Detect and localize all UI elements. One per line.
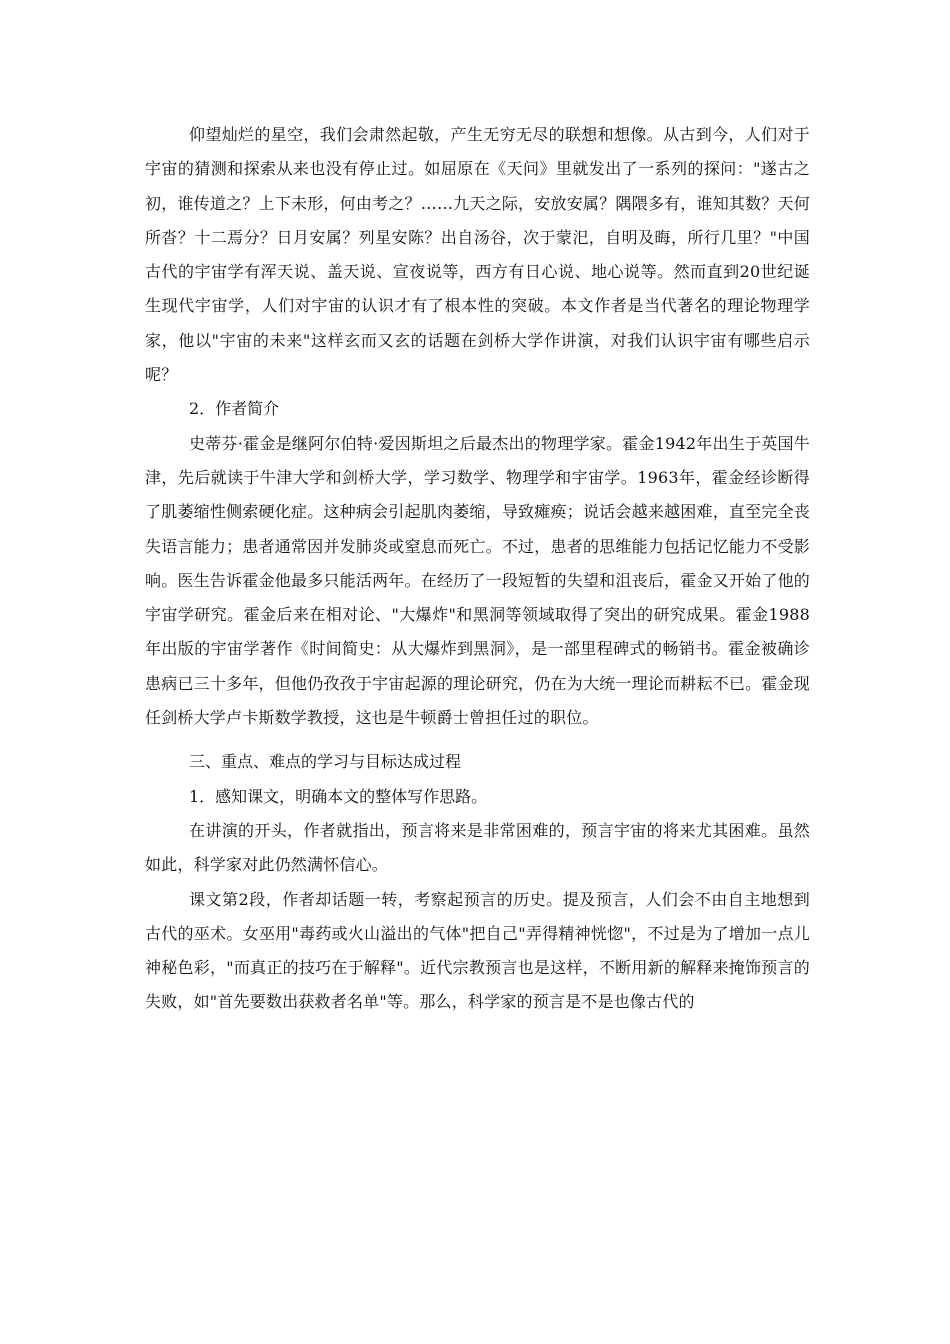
document-page [145, 118, 810, 1020]
sub-heading: 1．感知课文，明确本文的整体写作思路。 [189, 786, 488, 806]
section-heading: 三、重点、难点的学习与目标达成过程 [189, 752, 462, 772]
author-paragraph: 史蒂芬·霍金是继阿尔伯特·爱因斯坦之后最杰出的物理学家。霍金1942年出生于英国牛津，先后就读于牛津大学和剑桥大学，学习数学、物理学和宇宙学。1963年，霍金经诊断得了肌萎缩性侧索硬化症。这种病会引起肌肉萎缩，导致瘫痪；说话会越来越困难，直至完全丧失语言能力；患者通常因并发肺炎或窒息而死亡。不过，患者的思维能力包括记忆能力不受影响。医生告诉霍金他最多只能活两年。在经历了一段短暂的失望和沮丧后，霍金又开始了他的宇宙学研究。霍金后来在相对论、"大爆炸"和黑洞等领域取得了突出的研究成果。霍金1988年出版的宇宙学著作《时间简史：从大爆炸到黑洞》，是一部里程碑式的畅销书。霍金被确诊患病已三十多年，但他仍孜孜于宇宙起源的理论研究，仍在为大统一理论而耕耘不已。霍金现任剑桥大学卢卡斯数学教授，这也是牛顿爵士曾担任过的职位。 [145, 433, 810, 728]
history-paragraph: 课文第2段，作者却话题一转，考察起预言的历史。提及预言，人们会不由自主地想到古代的巫术。女巫用"毒药或火山溢出的气体"把自己"弄得精神恍惚"，不过是为了增加一点儿神秘色彩，"而真正的技巧在于解释"。近代宗教预言也是这样，不断用新的解释来掩饰预言的失败，如"首先要数出获救者名单"等。那么，科学家的预言是不是也像古代的 [145, 889, 810, 1012]
intro-paragraph: 仰望灿烂的星空，我们会肃然起敬，产生无穷无尽的联想和想像。从古到今，人们对于宇宙的猜测和探索从来也没有停止过。如屈原在《天问》里就发出了一系列的探问："遂古之初，谁传道之？上下未形，何由考之？……九天之际，安放安属？隅隈多有，谁知其数？天何所沓？十二焉分？日月安属？列星安陈？出自汤谷，次于蒙汜，自明及晦，所行几里？"中国古代的宇宙学有浑天说、盖天说、宣夜说等，西方有日心说、地心说等。然而直到20世纪诞生现代宇宙学，人们对宇宙的认识才有了根本性的突破。本文作者是当代著名的理论物理学家，他以"宇宙的未来"这样玄而又玄的话题在剑桥大学作讲演，对我们认识宇宙有哪些启示呢？ [145, 125, 810, 385]
section-gap [145, 735, 810, 745]
author-heading: 2．作者简介 [189, 399, 280, 419]
opening-paragraph: 在讲演的开头，作者就指出，预言将来是非常困难的，预言宇宙的将来尤其困难。虽然如此，科学家对此仍然满怀信心。 [145, 820, 810, 875]
